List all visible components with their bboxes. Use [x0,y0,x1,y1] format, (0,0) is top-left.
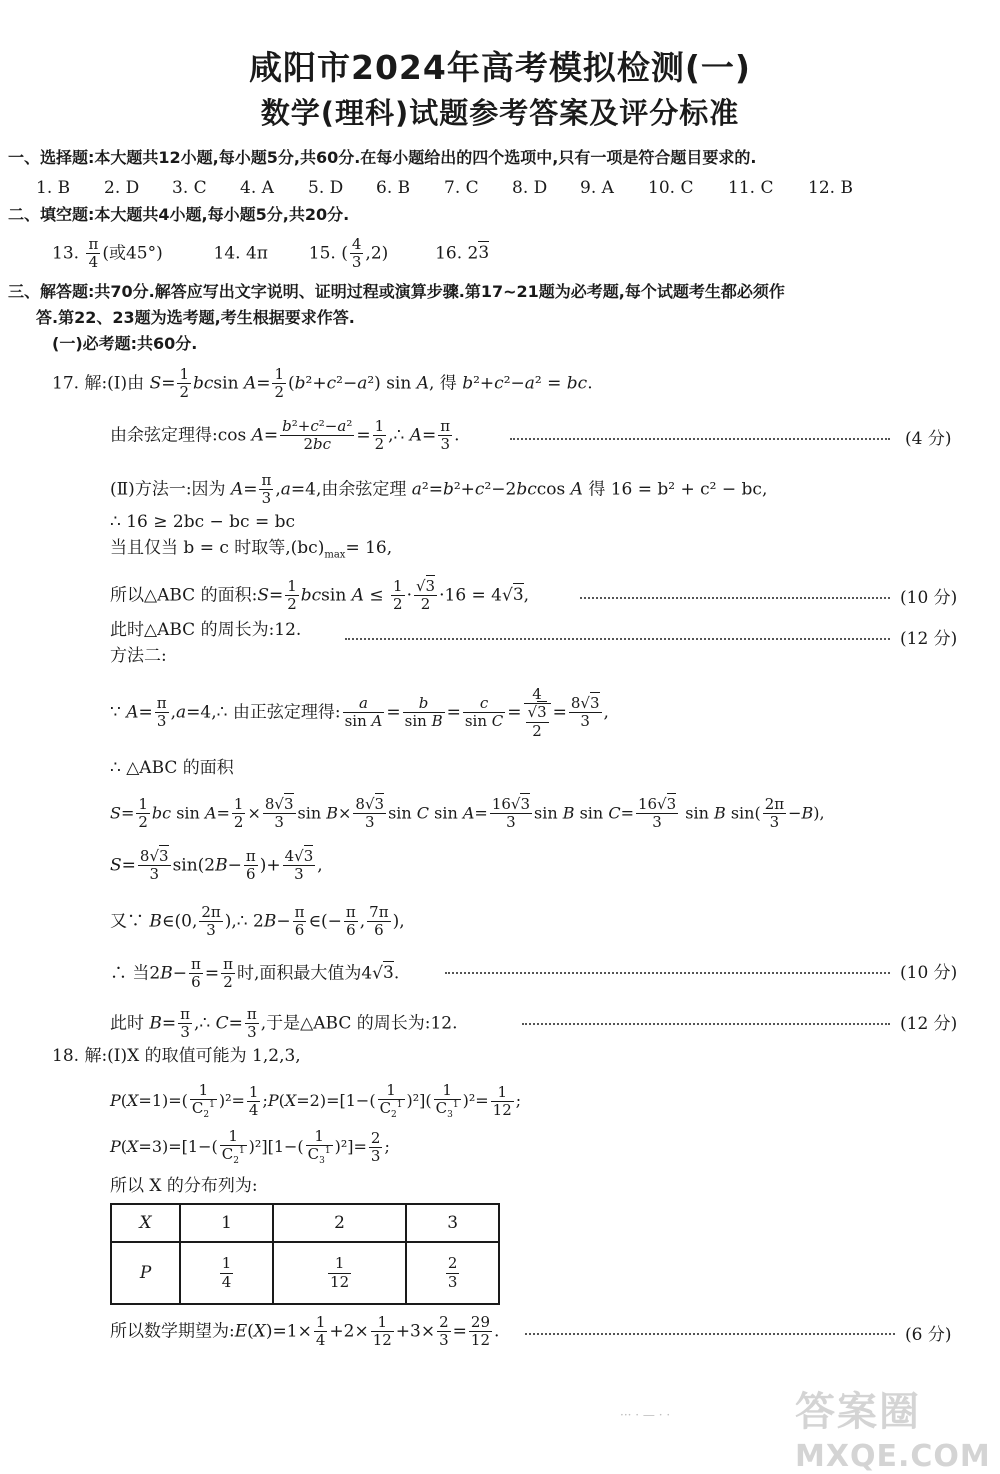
fraction: $\frac{a}{\text{sin A}}$ [344,694,383,731]
q17-sine-rule: 由正弦定理得: [232,702,341,723]
section2-heading: 二、填空题:本大题共4小题,每小题5分,共20分. [8,205,350,224]
fraction: $\frac{8√3}{3}$ [570,694,600,731]
answer-15-label: 15. [308,243,336,264]
q17-line5 [110,540,392,560]
watermark-logo [795,1380,991,1474]
q18-line2: P(X=1)=( $\frac{1}{C_2^1}$ )²= $\frac{1}{4}$ ;P(X=2)=[1−( $\frac{1}{C_2^1}$ )²]( $\frac{1}{C_3^1}$ )²= $\frac{1}{12}$ ; [110,1081,522,1121]
fraction: $\frac{1}{2}$ [287,577,297,614]
fraction: $\frac{2}{3}$ [370,1128,381,1165]
q18-line4: 所以 X 的分布列为: [110,1176,258,1196]
fraction: $\frac{1}{2}$ [393,577,403,614]
p-numerator: 2 [447,1254,458,1273]
required-heading: (一)必考题:共60分. [52,334,198,353]
q17-l5: 当且仅当 b = c 时取等,(bc) [110,538,325,558]
fraction: $\frac{\pi}{3}$ [261,471,272,508]
q17-method2: 方法二: [110,646,167,666]
q18-line1: 18. 解:(Ⅰ)X 的取值可能为 1,2,3, [52,1046,301,1066]
q17-label: 17. 解:(Ⅰ)由 [52,373,145,394]
answer-11: 11. C [728,178,774,198]
faint-marks: ··· · — · · [620,1408,671,1422]
answer-13-label: 13. [52,243,80,264]
q17-l15-end: ,于是△ABC 的周长为:12. [260,1013,458,1034]
section3-heading-line1: 三、解答题:共70分.解答应写出文字说明、证明过程或演算步骤.第17~21题为必考题,每个试题考生都必须作 [8,282,785,301]
q17-l15-start: 此时 [110,1013,144,1034]
q17-line7: 此时△ABC 的周长为:12. [110,620,302,640]
fraction: $\frac{1}{4}$ [315,1313,326,1350]
q17-line1: 17. 解:(Ⅰ)由 S= $\frac{1}{2}$ bcsin A= $\frac{1}{2}$ (b²+c²−a²) sin A, 得 b²+c²−a² = bc. [52,365,593,402]
score-6: (6 分) [905,1325,952,1345]
q17-l13-start: 又∵ [110,911,144,932]
fraction: $\frac{\pi}{3}$ [440,417,451,454]
q18-line5: 所以数学期望为:E(X)=1× $\frac{1}{4}$ +2× $\frac{1}{12}$ +3× $\frac{2}{3}$ = $\frac{29}{12}$ . [110,1313,500,1350]
q17-line10: ∴ △ABC 的面积 [110,758,234,778]
choice-answers [36,180,868,197]
fraction: $\frac{4√3}{3}$ [284,847,314,884]
fraction: $\frac{1}{C_2^1}$ [221,1127,245,1167]
fraction: $\frac{\pi}{6}$ [245,847,256,884]
q17-line11: S= $\frac{1}{2}$ bc sin A= $\frac{1}{2}$ × $\frac{8√3}{3}$ sin B× $\frac{8√3}{3}$ sin C sin A= $\frac{16√3}{3}$ sin B sin C= $\frac{16√3}{3}$ sin B sin( $\frac{2\pi}{3}$ −B), [110,795,825,832]
p-numerator: 1 [221,1254,232,1273]
answer-6: 6. B [376,178,411,198]
answer-3: 3. C [172,178,207,198]
section1-heading: 一、选择题:本大题共12小题,每小题5分,共60分.在每小题给出的四个选项中,只有一项是符合题目要求的. [8,148,757,167]
fraction: $\frac{1}{2}$ [374,417,385,454]
q17-line6: 所以△ABC 的面积:S= $\frac{1}{2}$ bcsin A ≤ $\frac{1}{2}$ · $\frac{√3}{2}$ ·16 = 4√3, [110,577,530,614]
q17-l14-end: 时,面积最大值为 [236,963,362,984]
q17-line4: ∴ 16 ≥ 2bc − bc = bc [110,512,296,532]
fraction: $\frac{7\pi}{6}$ [369,903,389,940]
dotted-leader [445,972,890,974]
q17-l3-end: 得 16 = b² + c² − bc, [588,479,768,500]
q18-l5-start: 所以数学期望为: [110,1321,235,1342]
fraction: $\frac{16√3}{3}$ [491,795,531,832]
fraction: $\frac{1}{C_3^1}$ [435,1081,459,1121]
answer-8: 8. D [512,178,548,198]
q17-line14: ∴ 当2B− $\frac{\pi}{6}$ = $\frac{\pi}{2}$ 时,面积最大值为4√3. [110,955,400,992]
q17-line3: (Ⅱ)方法一:因为 A= $\frac{\pi}{3}$ ,a=4,由余弦定理 a²=b²+c²−2bccos A 得 16 = b² + c² − bc, [110,471,768,508]
table-header-cell: 3 [406,1204,499,1242]
section3-heading-line2: 答.第22、23题为选考题,考生根据要求作答. [36,308,355,327]
fraction: $\frac{16√3}{3}$ [637,795,677,832]
fraction: $\frac{\pi}{2}$ [223,955,233,992]
table-cell: P [111,1242,180,1304]
fraction: $\frac{\pi}{3}$ [246,1005,257,1042]
p-denominator: 12 [330,1272,350,1291]
q17-line9: ∵ A= $\frac{\pi}{3}$ ,a=4,∴ 由正弦定理得: $\frac{a}{\text{sin A}}$ = $\frac{b}{\text{sin B}}$ = $\frac{c}{\text{sin C}}$ = $\frac{4}{\frac{√3}{2}}$ = $\frac{8√3}{3}$ , [110,685,609,740]
fraction: $\frac{\pi}{3}$ [180,1005,191,1042]
table-cell [180,1242,273,1304]
answer-12: 12. B [808,178,853,198]
table-cell [406,1242,499,1304]
dotted-leader [525,1333,895,1335]
fraction: $\frac{\pi}{6}$ [345,903,356,940]
table-row [111,1242,499,1304]
fraction: $\frac{1}{2}$ [138,795,148,832]
fraction: $\frac{\pi}{6}$ [190,955,201,992]
answer-14: 14. 4π [213,243,268,264]
fraction: $\frac{4}{3}$ [351,235,362,272]
fraction: $\frac{1}{2}$ [233,795,244,832]
fraction: $\frac{2\pi}{3}$ [201,903,221,940]
fraction: $\frac{c}{\text{sin C}}$ [464,694,504,731]
fraction: $\frac{1}{C_2^1}$ [191,1081,215,1121]
page-title: 咸阳市2024年高考模拟检测(一) [248,48,751,87]
fraction: $\frac{1}{4}$ [248,1082,259,1119]
score-10: (10 分) [900,588,958,608]
fraction: $\frac{1}{12}$ [492,1082,512,1119]
watermark-text: 答案圈 [795,1389,921,1435]
score-12: (12 分) [900,629,958,649]
q17-line13: 又∵ B∈(0, $\frac{2\pi}{3}$ ),∴ 2B− $\frac{\pi}{6}$ ∈(− $\frac{\pi}{6}$ , $\frac{7\pi}{6}$ ), [110,903,405,940]
q17-line15: 此时 B= $\frac{\pi}{3}$ ,∴ C= $\frac{\pi}{3}$ ,于是△ABC 的周长为:12. [110,1005,458,1042]
q17-l14-start: ∴ 当 [110,963,150,984]
q17-cosine-rule: ,由余弦定理 [315,479,407,500]
q17-line2: 由余弦定理得:cos A= $\frac{\text{b²+c²−a²}}{2bc}$ = $\frac{1}{2}$ ,∴ A= $\frac{\pi}{3}$ . [110,417,460,454]
fraction: $\frac{8√3}{3}$ [139,847,169,884]
p-denominator: 3 [447,1272,458,1291]
fill-answers: 13. $\frac{\pi}{4}$ (或45°) 14. 4π 15. ( $\frac{4}{3}$ ,2) 16. 23 [52,235,490,272]
page-subtitle: 数学(理科)试题参考答案及评分标准 [260,96,740,130]
p-numerator: 1 [328,1255,351,1273]
fraction: $\frac{√3}{2}$ [415,577,436,614]
table-cell [273,1242,407,1304]
q17-l5-sub: max [324,549,346,561]
fraction: $\frac{1}{C_2^1}$ [379,1081,403,1121]
p-denominator: 4 [221,1272,232,1291]
fraction: $\frac{\pi}{6}$ [294,903,305,940]
q18-line3: P(X=3)=[1−( $\frac{1}{C_2^1}$ )²][1−( $\frac{1}{C_3^1}$ )²]= $\frac{2}{3}$ ; [110,1127,390,1167]
q17-l6-start: 所以△ABC 的面积: [110,585,258,606]
fraction: $\frac{8√3}{3}$ [355,795,385,832]
fraction: $\frac{29}{12}$ [470,1313,490,1350]
fraction: $\frac{1}{2}$ [274,365,285,402]
fraction: $\frac{2\pi}{3}$ [764,795,785,832]
answer-13-extra: (或45°) [102,243,163,264]
dotted-leader [580,597,890,599]
score-12: (12 分) [900,1014,958,1034]
fraction: $\frac{\pi}{4}$ [88,235,99,272]
q17-cos-text: 由余弦定理得:cos [110,425,247,446]
answer-4: 4. A [240,178,274,198]
watermark-url: MXQE.COM [795,1439,991,1474]
score-10: (10 分) [900,963,958,983]
q17-l5-end: = 16, [345,538,393,558]
fraction: $\frac{2}{3}$ [439,1313,449,1350]
distribution-table [110,1203,500,1305]
table-header-cell: 2 [273,1204,407,1242]
dotted-leader [522,1023,890,1025]
answer-16: 16. 2 [435,243,479,264]
answer-5: 5. D [308,178,344,198]
answer-2: 2. D [104,178,140,198]
score-4: (4 分) [905,429,952,449]
dotted-leader [345,638,890,640]
fraction: $\frac{8√3}{3}$ [264,795,294,832]
table-header-cell: 1 [180,1204,273,1242]
q17-part2: (Ⅱ)方法一:因为 [110,479,226,500]
fraction: $\frac{1}{C_3^1}$ [307,1127,331,1167]
fraction: $\frac{\pi}{3}$ [156,694,167,731]
answer-9: 9. A [580,178,614,198]
table-header-cell: X [111,1204,180,1242]
fraction: $\frac{4}{\frac{√3}{2}}$ [524,686,551,740]
dotted-leader [510,438,890,440]
answer-7: 7. C [444,178,479,198]
fraction: $\frac{\text{b²+c²−a²}}{2bc}$ [282,417,353,454]
fraction: $\frac{1}{12}$ [372,1313,392,1350]
q17-line12: S= $\frac{8√3}{3}$ sin(2B− $\frac{\pi}{6}$ )+ $\frac{4√3}{3}$ , [110,847,323,884]
fraction: $\frac{1}{2}$ [179,365,190,402]
fraction: $\frac{b}{\text{sin B}}$ [404,694,443,731]
table-row [111,1204,499,1242]
answer-10: 10. C [648,178,694,198]
answer-1: 1. B [36,178,71,198]
